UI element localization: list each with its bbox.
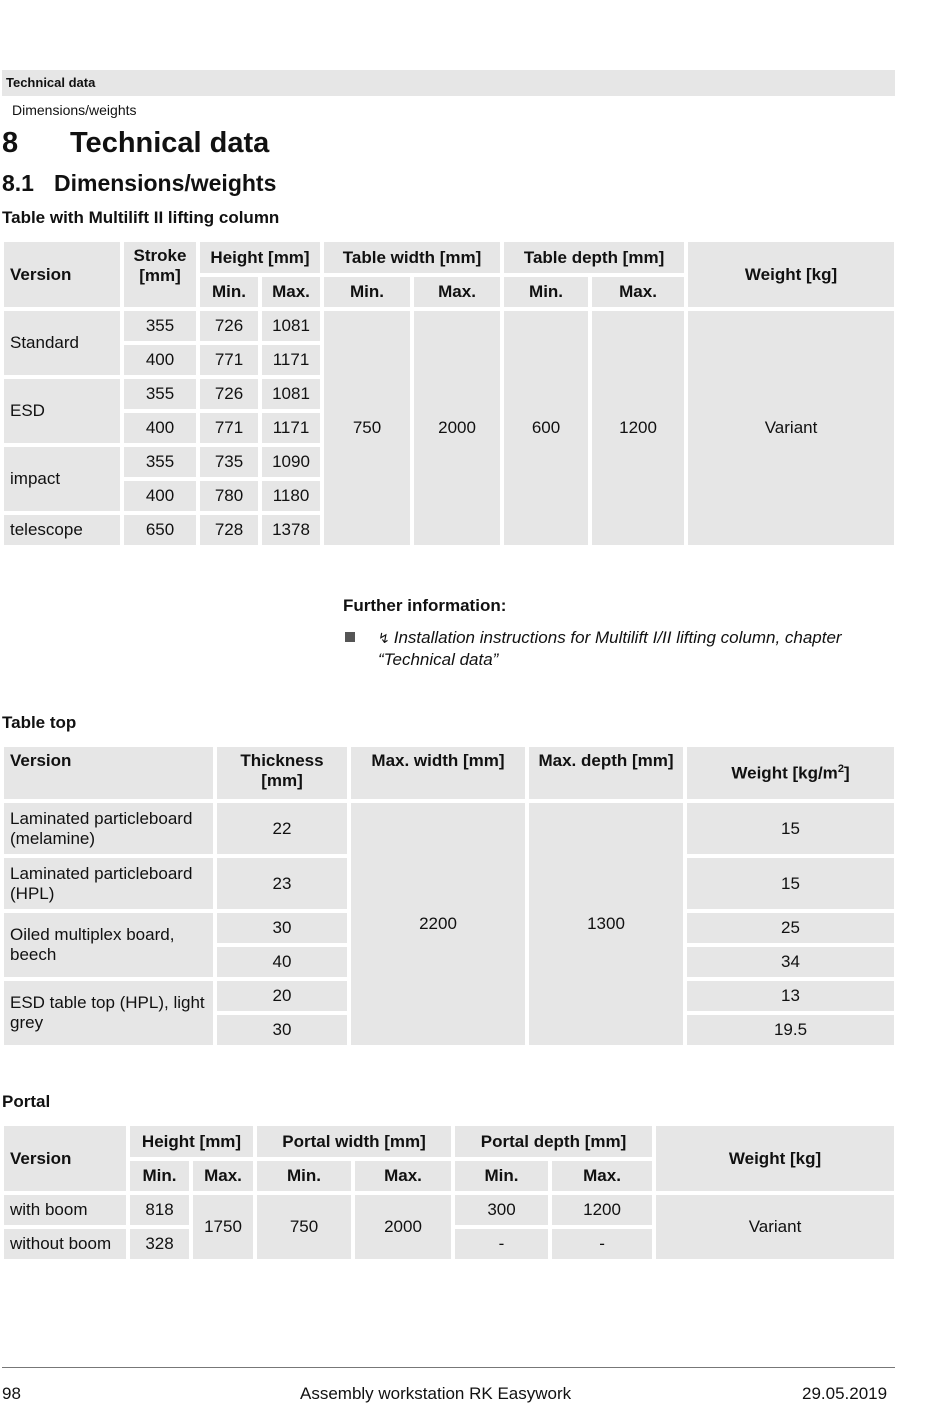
col-header-height: Height [mm] [130,1126,253,1157]
table1-caption: Table with Multilift II lifting column [2,208,280,227]
thickness-cell: 30 [217,1015,347,1045]
weight-cell: 13 [687,981,894,1011]
thickness-cell: 30 [217,913,347,943]
col-header-thickness: Thickness [mm] [217,747,347,799]
height-min-cell: 818 [130,1195,189,1225]
stroke-cell: 355 [124,379,196,409]
col-header-version: Version [4,242,120,307]
portal-depth-min-cell: - [455,1229,548,1259]
height-max-cell: 1750 [193,1195,253,1259]
table-depth-min-cell: 600 [504,311,588,545]
height-min-cell: 771 [200,345,258,375]
table-width-max-cell: 2000 [414,311,500,545]
height-max-cell: 1171 [262,413,320,443]
height-min-cell: 726 [200,379,258,409]
version-cell: Laminated particleboard (melamine) [4,803,213,854]
lifting-column-table [0,238,898,549]
version-cell: with boom [4,1195,126,1225]
section-number: 8.1 [2,170,34,196]
version-cell: telescope [4,515,120,545]
col-header-weight: Weight [kg] [656,1126,894,1191]
col-header-width-min: Min. [257,1161,351,1191]
height-min-cell: 735 [200,447,258,477]
portal-width-min-cell: 750 [257,1195,351,1259]
col-header-version: Version [4,1126,126,1191]
version-cell: impact [4,447,120,511]
footer-divider [2,1367,895,1368]
stroke-cell: 400 [124,345,196,375]
cross-reference-icon: ↯ [378,630,390,646]
col-header-table-width: Table width [mm] [324,242,500,273]
weight-cell: Variant [656,1195,894,1259]
col-header-width-max: Max. [355,1161,451,1191]
col-header-width-max: Max. [414,277,500,307]
height-max-cell: 1081 [262,311,320,341]
page-number: 98 [2,1384,21,1403]
table-depth-max-cell: 1200 [592,311,684,545]
col-header-max-width: Max. width [mm] [351,747,525,799]
version-cell: ESD table top (HPL), light grey [4,981,213,1045]
further-info-link[interactable]: Installation instructions for Multilift I/II lifting column, chapter “Technical data” [378,628,842,669]
weight-cell: 34 [687,947,894,977]
height-max-cell: 1180 [262,481,320,511]
document-date: 29.05.2019 [802,1384,888,1403]
table-row [4,1195,894,1225]
col-header-depth-min: Min. [504,277,588,307]
stroke-cell: 400 [124,413,196,443]
table2-caption: Table top [2,713,77,732]
weight-cell: 25 [687,913,894,943]
stroke-cell: 650 [124,515,196,545]
table-row [4,803,894,854]
col-header-height-min: Min. [200,277,258,307]
thickness-cell: 23 [217,858,347,909]
weight-cell: 15 [687,858,894,909]
chapter-title: Technical data [70,127,270,159]
chapter-number: 8 [2,127,19,159]
weight-cell: 15 [687,803,894,854]
height-min-cell: 780 [200,481,258,511]
height-min-cell: 771 [200,413,258,443]
version-cell: Standard [4,311,120,375]
height-min-cell: 728 [200,515,258,545]
col-header-height-max: Max. [262,277,320,307]
section-title: Dimensions/weights [54,170,277,196]
table-top-table [0,743,898,1049]
weight-cell: Variant [688,311,894,545]
stroke-cell: 355 [124,311,196,341]
col-header-depth-max: Max. [552,1161,652,1191]
version-cell: Laminated particleboard (HPL) [4,858,213,909]
version-cell: ESD [4,379,120,443]
height-max-cell: 1378 [262,515,320,545]
table3-caption: Portal [2,1092,51,1111]
col-header-height-max: Max. [193,1161,253,1191]
thickness-cell: 22 [217,803,347,854]
stroke-cell: 400 [124,481,196,511]
col-header-table-depth: Table depth [mm] [504,242,684,273]
chapter-heading [2,127,269,160]
portal-width-max-cell: 2000 [355,1195,451,1259]
version-cell: without boom [4,1229,126,1259]
document-title: Assembly workstation RK Easywork [300,1384,572,1403]
col-header-depth-min: Min. [455,1161,548,1191]
version-cell: Oiled multiplex board, beech [4,913,213,977]
portal-depth-max-cell: 1200 [552,1195,652,1225]
thickness-cell: 40 [217,947,347,977]
col-header-width-min: Min. [324,277,410,307]
height-max-cell: 1081 [262,379,320,409]
portal-table [0,1122,898,1263]
table-width-min-cell: 750 [324,311,410,545]
square-bullet-icon [345,632,355,642]
stroke-cell: 355 [124,447,196,477]
height-max-cell: 1090 [262,447,320,477]
max-width-cell: 2200 [351,803,525,1045]
height-min-cell: 726 [200,311,258,341]
col-header-max-depth: Max. depth [mm] [529,747,683,799]
breadcrumb: Dimensions/weights [12,102,137,118]
weight-cell: 19.5 [687,1015,894,1045]
col-header-portal-width: Portal width [mm] [257,1126,451,1157]
height-min-cell: 328 [130,1229,189,1259]
max-depth-cell: 1300 [529,803,683,1045]
col-header-portal-depth: Portal depth [mm] [455,1126,652,1157]
col-header-version: Version [4,747,213,799]
col-header-stroke: Stroke [mm] [124,242,196,307]
table-row [4,311,894,341]
col-header-weight: Weight $[kg/m^2]$ [687,747,894,799]
height-max-cell: 1171 [262,345,320,375]
further-info-item [345,627,890,670]
col-header-height-min: Min. [130,1161,189,1191]
col-header-height: Height [mm] [200,242,320,273]
running-header: Technical data [2,70,895,96]
col-header-weight: Weight [kg] [688,242,894,307]
further-info-title: Further information: [343,596,507,615]
thickness-cell: 20 [217,981,347,1011]
col-header-depth-max: Max. [592,277,684,307]
section-heading [2,170,276,197]
portal-depth-max-cell: - [552,1229,652,1259]
portal-depth-min-cell: 300 [455,1195,548,1225]
